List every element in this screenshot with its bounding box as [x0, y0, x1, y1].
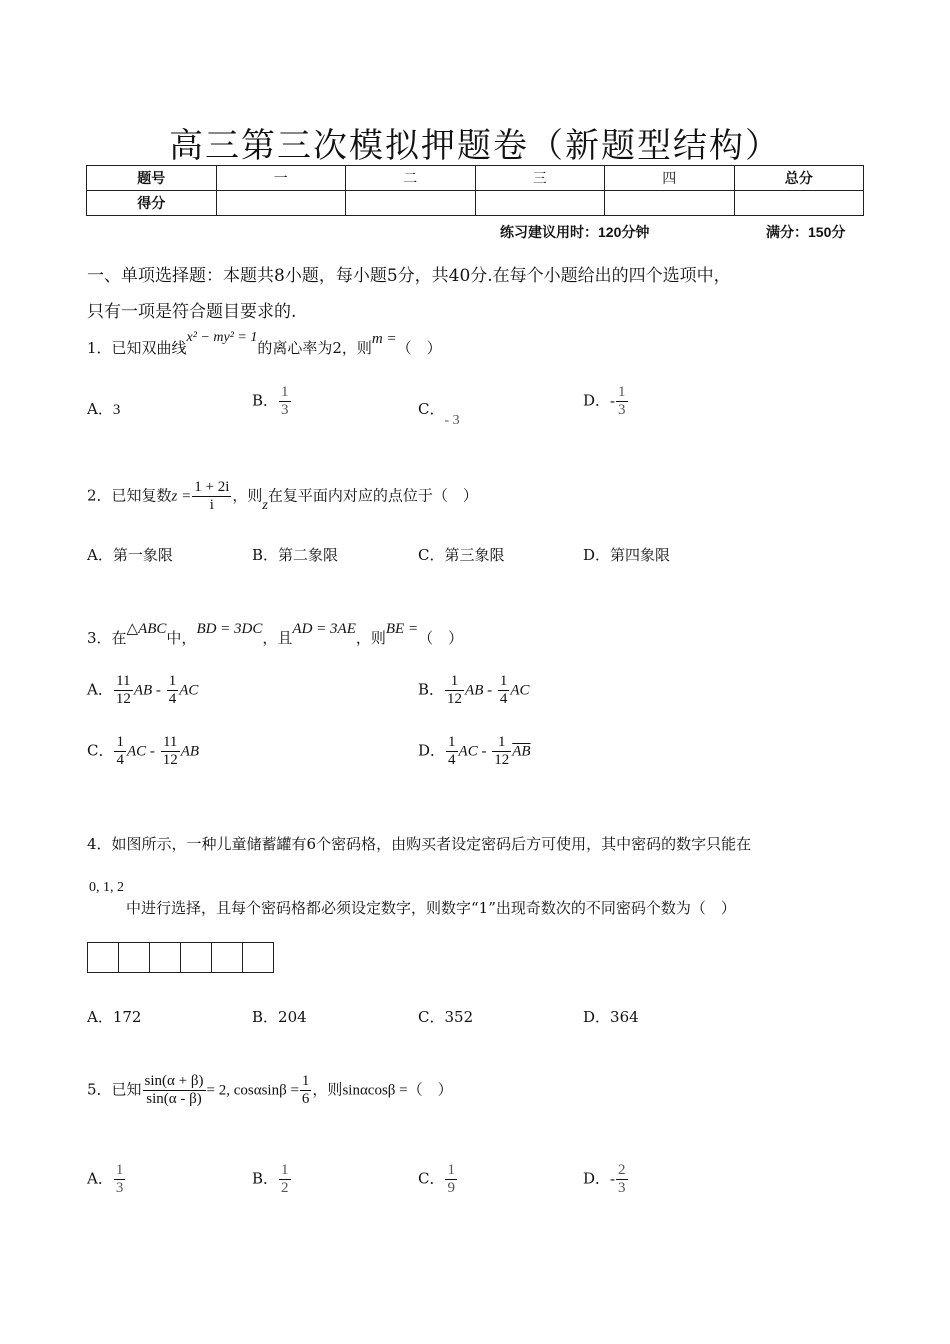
- option-fraction: $\frac{1}{2}$: [281, 1162, 289, 1196]
- option-label: D．: [583, 1169, 611, 1188]
- section-heading-cont: 只有一项是符合题目要求的.: [87, 302, 297, 322]
- q3-text: 3．在: [87, 629, 127, 647]
- option-fraction: $\frac{1}{9}$: [447, 1162, 455, 1196]
- option-value: - 3: [444, 413, 460, 428]
- q1-text: 的离心率为2，则: [257, 339, 372, 357]
- option-label: B．: [418, 680, 445, 699]
- option-vector: AC -: [126, 743, 155, 760]
- q5-text: 5．已知: [87, 1080, 142, 1099]
- option-vector: AB -: [465, 682, 493, 699]
- question-5: [87, 1073, 453, 1108]
- q5-paren: （ ）: [407, 1080, 453, 1099]
- q3-option-a[interactable]: [87, 673, 198, 708]
- q5-option-b[interactable]: [252, 1162, 292, 1197]
- full-score: 满分：150分: [766, 224, 846, 240]
- option-vector: AC: [510, 682, 530, 699]
- score-header-cell: 一: [216, 166, 346, 191]
- score-header-cell: 二: [346, 166, 476, 191]
- q4-option-b[interactable]: B．204: [252, 1008, 307, 1026]
- question-1: [87, 330, 442, 358]
- q3-expr: AD = 3AE: [292, 621, 356, 637]
- q3-option-b[interactable]: [418, 673, 530, 708]
- q1-option-a[interactable]: [87, 398, 120, 419]
- q3-expr: △ABC: [126, 621, 167, 637]
- score-table: [86, 165, 864, 216]
- score-header-cell: 题号: [87, 166, 217, 191]
- password-cell: [211, 942, 243, 973]
- option-vector: AB: [180, 743, 200, 760]
- q3-text: 中，: [166, 629, 197, 647]
- q5-expr: = 2, cosαsinβ =: [206, 1082, 299, 1099]
- password-cell: [118, 942, 150, 973]
- q2-variable: z =: [171, 488, 192, 505]
- score-table-score-row: [87, 191, 864, 216]
- q5-text: ，则: [312, 1080, 343, 1099]
- q1-option-c[interactable]: [418, 398, 460, 428]
- option-fraction: $\frac{1}{4}$: [499, 673, 508, 707]
- q5-fraction: $\frac{\sin(\alpha + \beta)}{\sin(\alpha - \beta)}$: [144, 1073, 204, 1107]
- q3-text: ，则: [355, 629, 386, 647]
- q1-option-d[interactable]: [583, 384, 629, 419]
- q1-variable: m =: [371, 331, 397, 347]
- question-4: 4．如图所示，一种儿童储蓄罐有6个密码格，由购买者设定密码后方可使用，其中密码的数字只能在: [87, 835, 752, 853]
- suggested-time: 练习建议用时：120分钟: [500, 224, 650, 240]
- option-vector: AC -: [458, 743, 487, 760]
- q2-text: 在复平面内对应的点位于（ ）: [267, 486, 478, 505]
- score-cell[interactable]: [216, 191, 346, 216]
- score-cell[interactable]: [346, 191, 476, 216]
- score-header-cell: 四: [605, 166, 735, 191]
- option-fraction: $\frac{1}{12}$: [447, 673, 463, 707]
- q3-expr: BE =: [385, 621, 419, 637]
- option-label: C．: [418, 1169, 445, 1188]
- q2-variable: z: [262, 497, 268, 513]
- password-cell: [180, 942, 212, 973]
- q4-digits: 0, 1, 2: [89, 880, 124, 895]
- q1-paren: （ ）: [396, 339, 442, 357]
- score-table-header-row: [87, 166, 864, 191]
- q5-option-c[interactable]: [418, 1162, 458, 1197]
- q2-text: ，则: [232, 486, 263, 505]
- option-value: 3: [112, 402, 121, 418]
- score-header-cell: 总分: [734, 166, 864, 191]
- q1-option-b[interactable]: [252, 384, 292, 419]
- q2-option-c[interactable]: C．第三象限: [418, 546, 505, 564]
- q3-option-c[interactable]: [87, 734, 199, 769]
- password-cell: [149, 942, 181, 973]
- score-cell[interactable]: [605, 191, 735, 216]
- password-cell: [87, 942, 119, 973]
- option-fraction: $\frac{1}{4}$: [448, 734, 456, 768]
- q4-option-a[interactable]: A．172: [87, 1008, 142, 1026]
- q5-fraction: $\frac{1}{6}$: [301, 1073, 310, 1107]
- q4-option-d[interactable]: D．364: [583, 1008, 639, 1026]
- question-3: [87, 621, 464, 648]
- q2-option-b[interactable]: B．第二象限: [252, 546, 339, 564]
- section-heading: 一、单项选择题：本题共8小题，每小题5分，共40分.在每个小题给出的四个选项中，: [87, 266, 731, 286]
- question-2: [87, 479, 478, 514]
- option-fraction: $\frac{11}{12}$: [162, 734, 178, 768]
- q5-option-a[interactable]: [87, 1162, 126, 1197]
- q3-paren: （ ）: [418, 629, 464, 647]
- q5-expr: sinαcosβ =: [342, 1082, 408, 1099]
- password-grid: [87, 942, 274, 973]
- score-header-cell: 三: [475, 166, 605, 191]
- option-vector: AB -: [133, 682, 161, 699]
- q2-text: 2．已知复数: [87, 486, 172, 505]
- q1-text: 1．已知双曲线: [87, 339, 187, 357]
- option-fraction: $\frac{1}{12}$: [494, 734, 510, 768]
- option-fraction: $\frac{11}{12}$: [115, 673, 131, 707]
- option-sign: -: [610, 393, 616, 410]
- page-title: 高三第三次模拟押题卷（新题型结构）: [169, 126, 781, 166]
- option-vector: $\overline{AB}$: [512, 743, 531, 760]
- option-fraction: $\frac{1}{4}$: [116, 734, 124, 768]
- option-label: A．: [87, 680, 113, 699]
- q4-option-c[interactable]: C．352: [418, 1008, 474, 1026]
- option-vector: AC: [179, 682, 199, 699]
- option-fraction: $\frac{1}{4}$: [168, 673, 177, 707]
- q3-expr: BD = 3DC: [196, 621, 263, 637]
- q3-text: ，且: [262, 629, 293, 647]
- q2-option-a[interactable]: A．第一象限: [87, 546, 173, 564]
- option-fraction: $\frac{2}{3}$: [618, 1162, 626, 1196]
- q5-option-d[interactable]: [583, 1162, 629, 1197]
- option-fraction: $\frac{1}{3}$: [281, 384, 289, 418]
- q2-fraction: $\frac{1 + 2i}{i}$: [194, 479, 230, 513]
- option-label: C．: [418, 400, 445, 418]
- option-label: A．: [87, 1169, 113, 1188]
- q3-option-d[interactable]: [418, 734, 531, 769]
- option-fraction: $\frac{1}{3}$: [618, 384, 626, 418]
- option-label: A．: [87, 400, 113, 418]
- option-label: B．: [252, 391, 279, 410]
- score-row-label: 得分: [87, 191, 217, 216]
- password-cell: [242, 942, 274, 973]
- score-cell[interactable]: [475, 191, 605, 216]
- q1-formula: x² − my² = 1: [186, 330, 258, 345]
- option-label: D．: [583, 391, 611, 410]
- q2-option-d[interactable]: D．第四象限: [583, 546, 671, 564]
- option-fraction: $\frac{1}{3}$: [115, 1162, 124, 1196]
- option-label: B．: [252, 1169, 279, 1188]
- option-label: D．: [418, 741, 446, 760]
- score-cell[interactable]: [734, 191, 864, 216]
- option-label: C．: [87, 741, 114, 760]
- option-sign: -: [610, 1171, 616, 1188]
- question-4-cont: 中进行选择，且每个密码格都必须设定数字，则数字“1”出现奇数次的不同密码个数为（ ）: [126, 899, 736, 917]
